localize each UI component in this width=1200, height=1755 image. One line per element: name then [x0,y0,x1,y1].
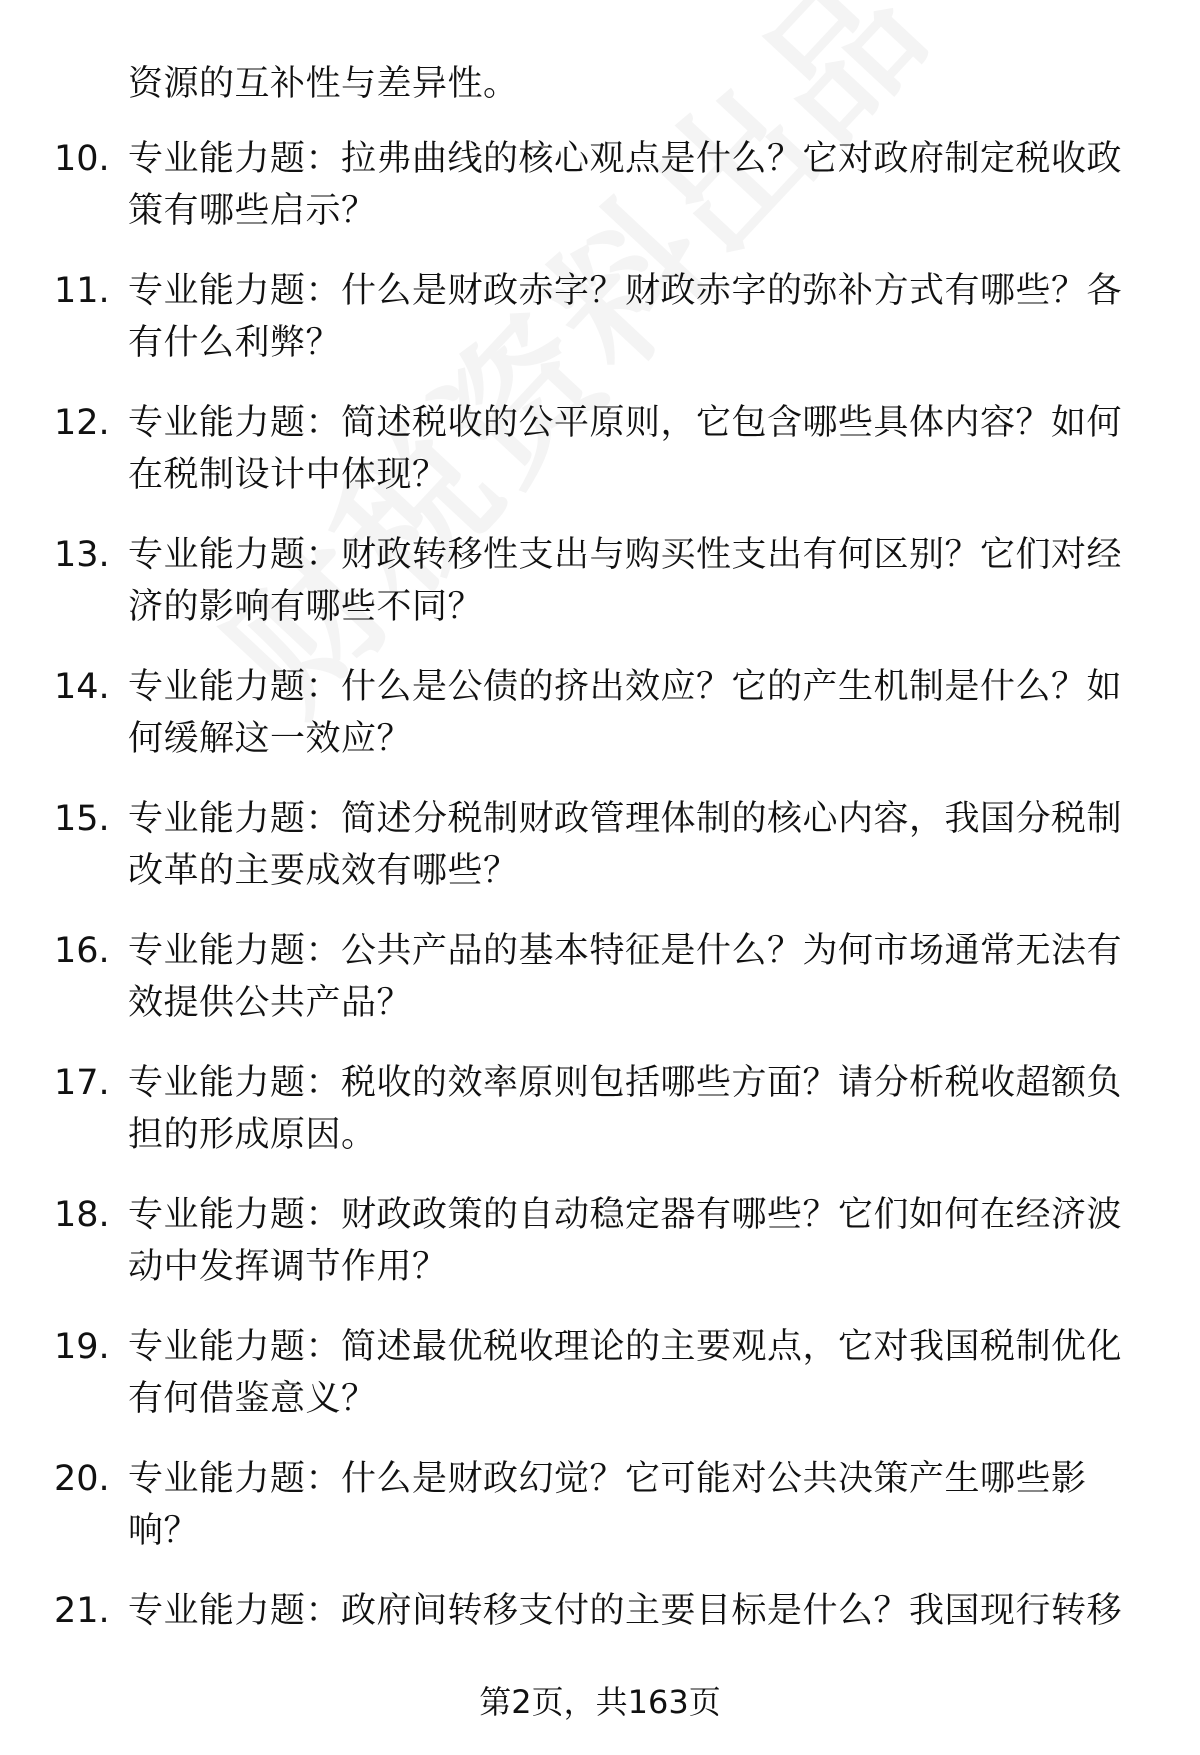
question-text: 专业能力题：简述分税制财政管理体制的核心内容，我国分税制改革的主要成效有哪些？ [128,799,1123,891]
question-number: 11. [54,271,110,311]
question-text: 专业能力题：拉弗曲线的核心观点是什么？它对政府制定税收政策有哪些启示？ [128,139,1123,231]
question-text: 专业能力题：什么是财政赤字？财政赤字的弥补方式有哪些？各有什么利弊？ [128,271,1123,363]
question-text: 专业能力题：财政转移性支出与购买性支出有何区别？它们对经济的影响有哪些不同？ [128,535,1123,627]
question-number: 20. [54,1459,110,1499]
question-number: 16. [54,931,110,971]
question-text: 专业能力题：公共产品的基本特征是什么？为何市场通常无法有效提供公共产品？ [128,931,1123,1023]
question-text: 专业能力题：政府间转移支付的主要目标是什么？我国现行转移 [128,1591,1123,1631]
question-number: 19. [54,1327,110,1367]
watermark [170,0,966,747]
question-text: 专业能力题：简述税收的公平原则，它包含哪些具体内容？如何在税制设计中体现？ [128,403,1123,495]
question-number: 12. [54,403,110,443]
question-number: 18. [54,1195,110,1235]
continuation-text: 资源的互补性与差异性。 [128,64,519,104]
question-number: 10. [54,139,110,179]
question-number: 17. [54,1063,110,1103]
question-number: 14. [54,667,110,707]
question-number: 15. [54,799,110,839]
question-text: 专业能力题：财政政策的自动稳定器有哪些？它们如何在经济波动中发挥调节作用？ [128,1195,1123,1287]
page-footer: 第2页，共163页 [479,1683,721,1721]
question-number: 21. [54,1591,110,1631]
question-text: 专业能力题：简述最优税收理论的主要观点，它对我国税制优化有何借鉴意义？ [128,1327,1123,1419]
question-text: 专业能力题：税收的效率原则包括哪些方面？请分析税收超额负担的形成原因。 [128,1063,1123,1155]
question-text: 专业能力题：什么是公债的挤出效应？它的产生机制是什么？如何缓解这一效应？ [128,667,1123,759]
question-text: 专业能力题：什么是财政幻觉？它可能对公共决策产生哪些影响？ [128,1459,1087,1551]
question-number: 13. [54,535,110,575]
